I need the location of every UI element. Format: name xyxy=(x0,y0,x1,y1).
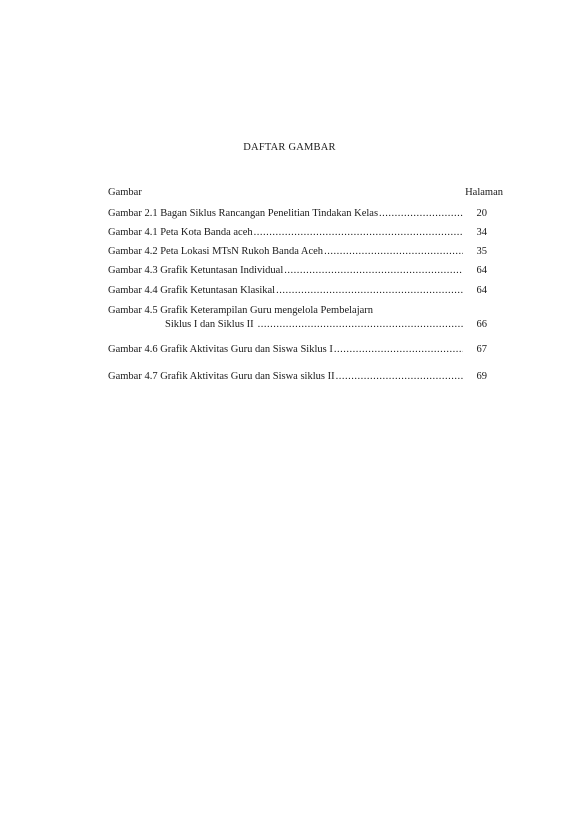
entry-label: Gambar 4.4 Grafik Ketuntasan Klasikal xyxy=(108,285,276,296)
entry-label: Gambar 4.2 Peta Lokasi MTsN Rukoh Banda Aceh xyxy=(108,246,324,257)
entry-page: 34 xyxy=(476,227,487,238)
dot-leader xyxy=(254,227,463,238)
entry-page: 69 xyxy=(476,371,487,382)
document-title: DAFTAR GAMBAR xyxy=(243,142,336,153)
dot-leader xyxy=(379,208,463,219)
column-header-gambar: Gambar xyxy=(108,187,142,198)
entry-label: Gambar 2.1 Bagan Siklus Rancangan Penelitian Tindakan Kelas xyxy=(108,208,379,219)
column-header-row xyxy=(108,187,503,198)
list-item xyxy=(108,208,487,219)
list-item xyxy=(108,305,487,330)
entry-label: Gambar 4.1 Peta Kota Banda aceh xyxy=(108,227,253,238)
entry-page: 67 xyxy=(476,344,487,355)
entry-label-continuation: Siklus I dan Siklus II xyxy=(165,319,254,330)
entry-label: Gambar 4.7 Grafik Aktivitas Guru dan Siswa siklus II xyxy=(108,371,335,382)
dot-leader xyxy=(258,319,463,330)
entry-label: Gambar 4.3 Grafik Ketuntasan Individual xyxy=(108,265,284,276)
list-item xyxy=(108,344,487,355)
list-item xyxy=(108,371,487,382)
list-item xyxy=(108,227,487,238)
column-header-halaman: Halaman xyxy=(465,187,503,198)
list-item xyxy=(108,285,487,296)
dot-leader xyxy=(336,371,463,382)
dot-leader xyxy=(284,265,463,276)
entry-page: 64 xyxy=(476,265,487,276)
list-item xyxy=(108,265,487,276)
entry-page: 64 xyxy=(476,285,487,296)
list-item xyxy=(108,246,487,257)
entry-page: 35 xyxy=(476,246,487,257)
entry-continuation-line xyxy=(108,319,487,330)
entry-page: 20 xyxy=(476,208,487,219)
dot-leader xyxy=(276,285,463,296)
entry-label: Gambar 4.5 Grafik Keterampilan Guru mengelola Pembelajarn xyxy=(108,305,374,316)
dot-leader xyxy=(324,246,463,257)
dot-leader xyxy=(334,344,463,355)
entry-label: Gambar 4.6 Grafik Aktivitas Guru dan Siswa Siklus I xyxy=(108,344,333,355)
entry-page: 66 xyxy=(476,319,487,330)
